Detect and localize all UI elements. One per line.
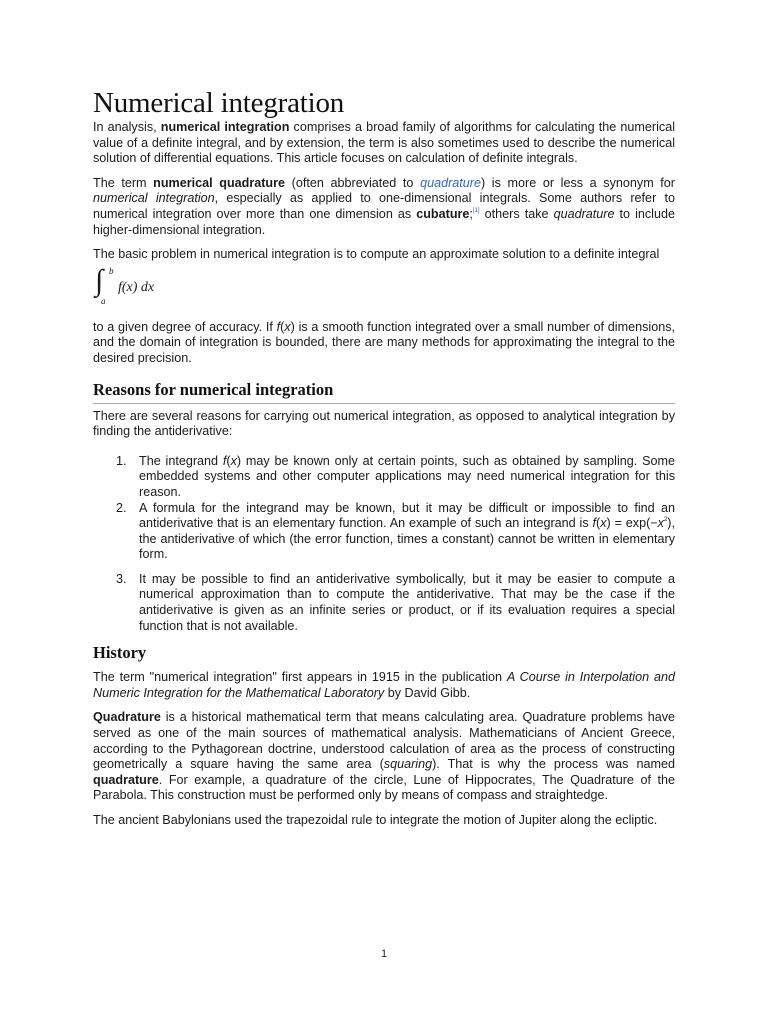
accuracy-paragraph: to a given degree of accuracy. If f(x) is a smooth function integrated over a small number of dimensions, and the domain of integration is bounded, there are many methods for approximating the integral to the desired precision.	[93, 319, 676, 365]
integrand: f(x) dx	[118, 279, 155, 295]
intro-paragraph: In analysis, numerical integration comprises a broad family of algorithms for calculating the numerical value of a definite integral, and by extension, the term is also sometimes used to describe the numerical solution of differential equations. This article focuses on calculation of definite integrals.	[93, 120, 676, 166]
definite-integral-formula	[93, 263, 675, 312]
document-page	[93, 86, 675, 829]
history-paragraph-3: The ancient Babylonians used the trapezoidal rule to integrate the motion of Jupiter along the ecliptic.	[93, 813, 658, 827]
reasons-intro-paragraph: There are several reasons for carrying out numerical integration, as opposed to analytical integration by finding the antiderivative:	[93, 408, 675, 439]
section-heading-reasons: Reasons for numerical integration	[93, 380, 675, 404]
list-item: 3. It may be possible to find an antiderivative symbolically, but it may be easier to compute a numerical approximation than to compute the antiderivative. That may be the case if the antiderivative is given as an infinite series or product, or if its evaluation requires a special function that is not available.	[116, 571, 675, 633]
citation-link[interactable]: [1]	[472, 207, 480, 214]
history-paragraph-1: The term "numerical integration" first appears in 1915 in the publication A Course in Interpolation and Numeric Integration for the Mathematical Laboratory by David Gibb.	[93, 670, 675, 700]
reasons-list	[93, 454, 675, 635]
list-item: 1. The integrand f(x) may be known only at certain points, such as obtained by sampling. Some embedded systems and other computer applications may need numerical integration for this reason.	[116, 453, 675, 499]
section-heading-history: History	[93, 643, 147, 663]
page-title: Numerical integration	[93, 87, 345, 119]
page-number: 1	[380, 948, 388, 960]
integral-upper-limit: b	[109, 265, 114, 276]
integral-sign: ∫	[95, 263, 104, 297]
quadrature-paragraph: The term numerical quadrature (often abbreviated to quadrature) is more or less a synonym for numerical integration, especially as applied to one-dimensional integrals. Some authors refer to numerical integration over more than one dimension as cubature;[1] others take quadrature to include higher-dimensional integration.	[93, 175, 675, 237]
history-paragraph-2: Quadrature is a historical mathematical term that means calculating area. Quadrature problems have served as one of the main sources of mathematical analysis. Mathematicians of Ancient Greece, according to the Pythagorean doctrine, understood calculation of area as the process of constructing geometrically a square having the same area (squaring). That is why the process was named quadrature. For example, a quadrature of the circle, Lune of Hippocrates, The Quadrature of the Parabola. This construction must be performed only by means of compass and straightedge.	[93, 710, 676, 803]
basic-problem-paragraph: The basic problem in numerical integration is to compute an approximate solution to a definite integral	[93, 247, 660, 262]
list-item: 2. A formula for the integrand may be known, but it may be difficult or impossible to find an antiderivative that is an elementary function. An example of such an integrand is $f(x) = \exp(-x^2)$, the antiderivative of which (the error function, times a constant) cannot be written in elementary form.	[116, 500, 675, 562]
quadrature-link[interactable]: quadrature	[420, 175, 481, 190]
integral-lower-limit: a	[101, 295, 106, 306]
